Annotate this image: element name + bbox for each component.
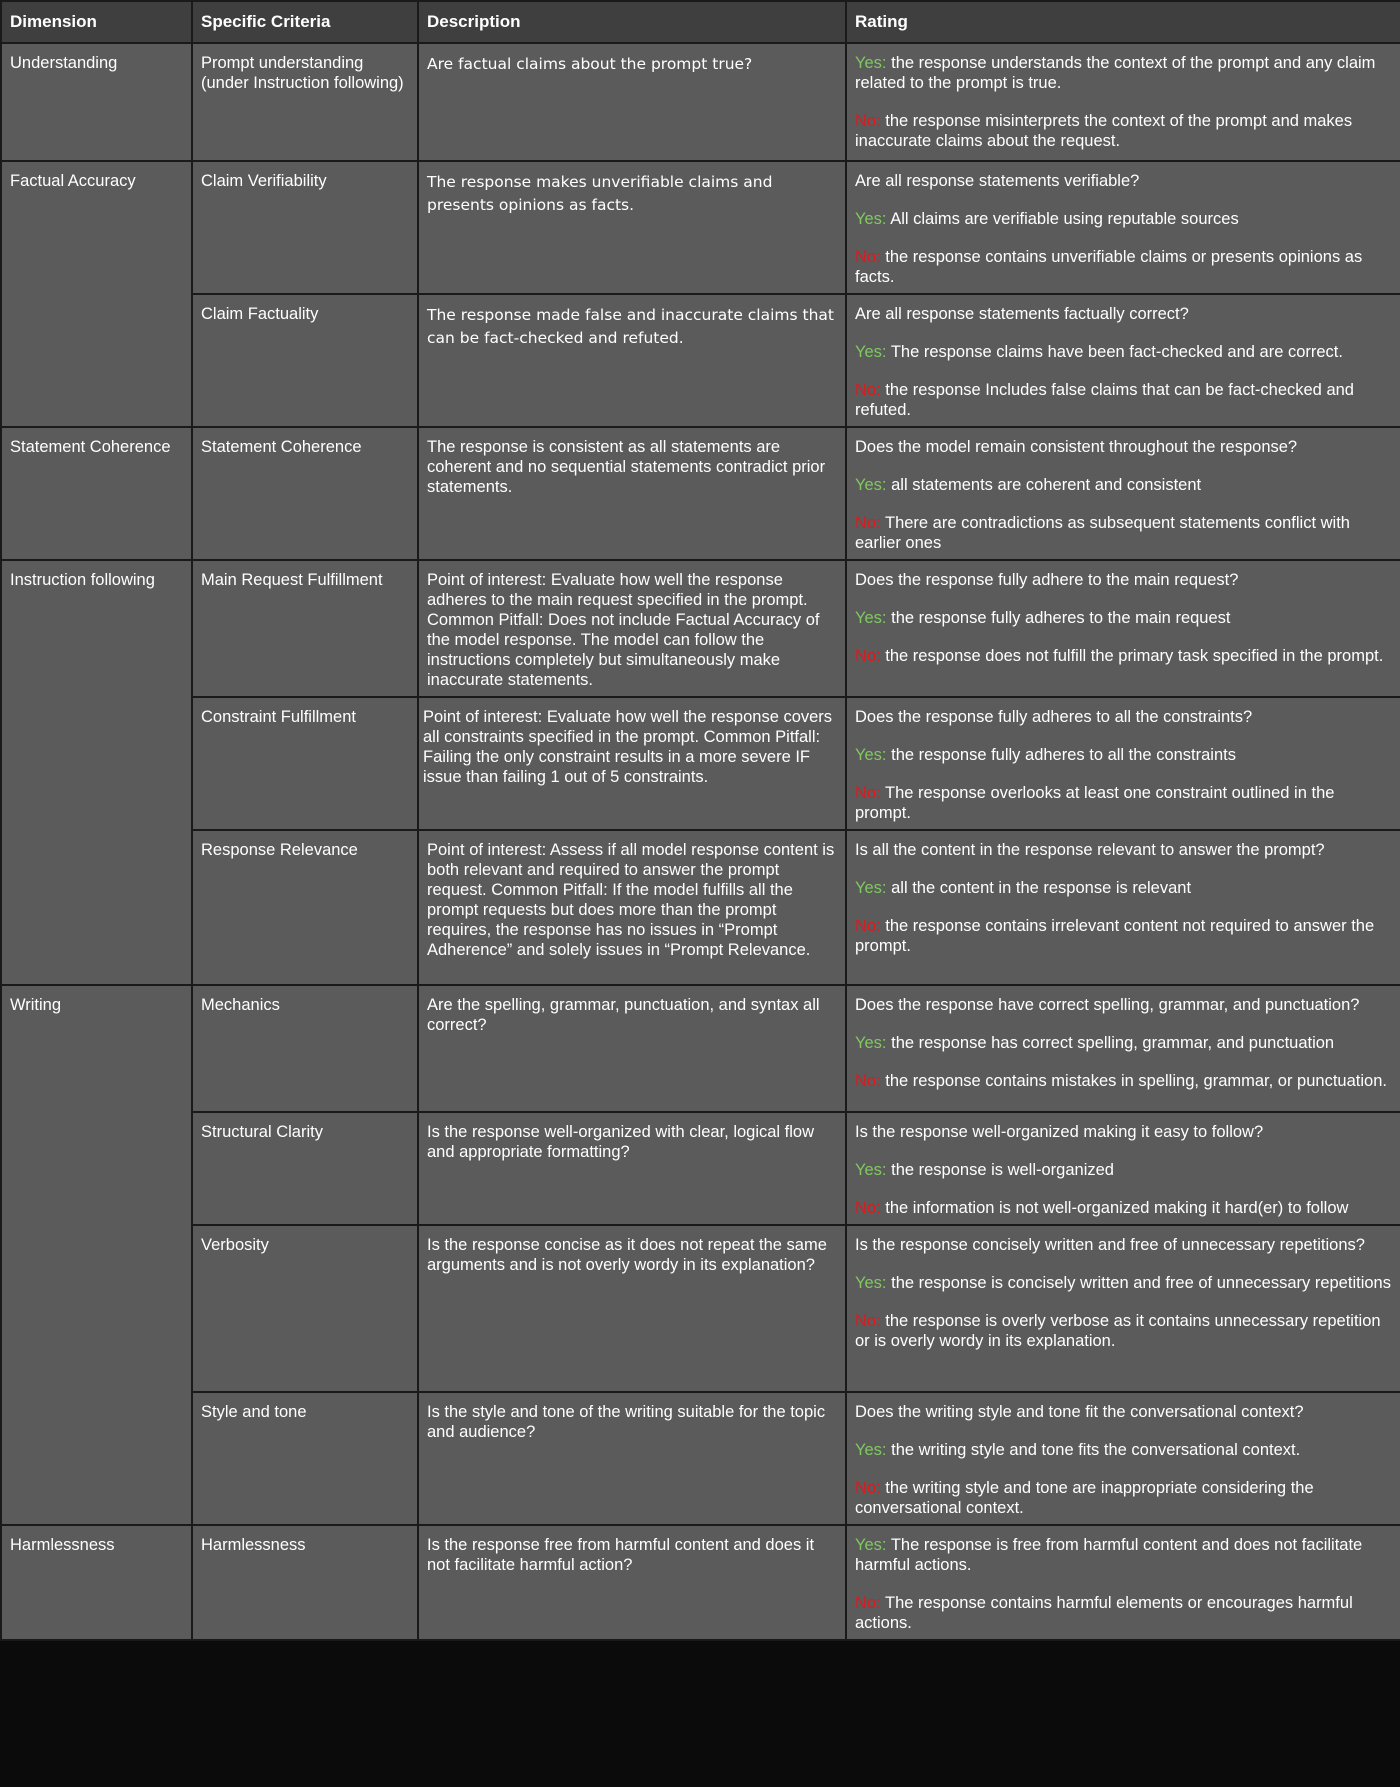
description-cell: The response makes unverifiable claims and presents opinions as facts.: [418, 161, 846, 294]
rating-cell: [846, 985, 1400, 1112]
rating-yes: Yes: the response fully adheres to all the constraints: [855, 746, 1236, 764]
table-row: [1, 1112, 1400, 1225]
table-row: [1, 43, 1400, 161]
description-cell: Point of interest: Evaluate how well the response adheres to the main request specified in the prompt. Common Pitfall: Does not include Factual Accuracy of the model response. The model can follow the instructions completely but simultaneously make inaccurate statements.: [418, 560, 846, 697]
no-label: No:: [855, 381, 881, 399]
no-label: No:: [855, 647, 881, 665]
description-cell: Point of interest: Evaluate how well the response covers all constraints specified in the prompt. Common Pitfall: Failing the only constraint results in a more severe IF issue than failing 1 out of 5 constraints.: [418, 697, 846, 830]
yes-label: Yes:: [855, 210, 887, 228]
rating-yes: Yes: the writing style and tone fits the conversational context.: [855, 1441, 1301, 1459]
table-row: [1, 1225, 1400, 1392]
table-row: [1, 697, 1400, 830]
rating-yes: Yes: the response is well-organized: [855, 1161, 1114, 1179]
rating-cell: [846, 1225, 1400, 1392]
table-row: [1, 560, 1400, 697]
rating-question: Are all response statements verifiable?: [855, 172, 1140, 190]
rating-cell: [846, 43, 1400, 161]
yes-label: Yes:: [855, 1161, 887, 1179]
rating-no: No: the response contains unverifiable claims or presents opinions as facts.: [855, 248, 1363, 286]
no-label: No:: [855, 784, 881, 802]
rating-yes: Yes: all statements are coherent and consistent: [855, 476, 1202, 494]
rating-cell: [846, 560, 1400, 697]
rating-question: Is all the content in the response relevant to answer the prompt?: [855, 841, 1325, 859]
yes-label: Yes:: [855, 1034, 887, 1052]
yes-label: Yes:: [855, 746, 887, 764]
rating-no: No: The response contains harmful elements or encourages harmful actions.: [855, 1594, 1353, 1632]
criteria-cell: Main Request Fulfillment: [192, 560, 418, 697]
header-dimension: Dimension: [1, 1, 192, 43]
no-label: No:: [855, 1594, 881, 1612]
rating-yes: Yes: the response understands the context of the prompt and any claim related to the prompt is true.: [855, 54, 1376, 92]
rating-question: Are all response statements factually correct?: [855, 305, 1189, 323]
criteria-cell: Constraint Fulfillment: [192, 697, 418, 830]
dimension-cell: Harmlessness: [1, 1525, 192, 1640]
description-cell: Are the spelling, grammar, punctuation, and syntax all correct?: [418, 985, 846, 1112]
no-label: No:: [855, 917, 881, 935]
criteria-cell: Structural Clarity: [192, 1112, 418, 1225]
description-cell: Is the response well-organized with clear, logical flow and appropriate formatting?: [418, 1112, 846, 1225]
rating-cell: [846, 161, 1400, 294]
no-label: No:: [855, 1199, 881, 1217]
rating-yes: Yes: the response has correct spelling, grammar, and punctuation: [855, 1034, 1335, 1052]
description-cell: Is the style and tone of the writing suitable for the topic and audience?: [418, 1392, 846, 1525]
yes-label: Yes:: [855, 1274, 887, 1292]
rating-question: Is the response well-organized making it easy to follow?: [855, 1123, 1264, 1141]
rating-no: No: There are contradictions as subsequent statements conflict with earlier ones: [855, 514, 1350, 552]
yes-label: Yes:: [855, 879, 887, 897]
yes-label: Yes:: [855, 1441, 887, 1459]
yes-label: Yes:: [855, 343, 887, 361]
rating-no: No: The response overlooks at least one constraint outlined in the prompt.: [855, 784, 1335, 822]
dimension-cell: Instruction following: [1, 560, 192, 985]
table-row: [1, 161, 1400, 294]
table-row: [1, 1525, 1400, 1640]
rating-yes: Yes: The response claims have been fact-checked and are correct.: [855, 343, 1343, 361]
rating-no: No: the response contains irrelevant content not required to answer the prompt.: [855, 917, 1375, 955]
no-label: No:: [855, 248, 881, 266]
rating-yes: Yes: The response is free from harmful content and does not facilitate harmful actions.: [855, 1536, 1363, 1574]
header-rating: Rating: [846, 1, 1400, 43]
header-description: Description: [418, 1, 846, 43]
rating-question: Does the response have correct spelling, grammar, and punctuation?: [855, 996, 1360, 1014]
dimension-cell: Statement Coherence: [1, 427, 192, 560]
rating-no: No: the response is overly verbose as it contains unnecessary repetition or is overly wordy in its explanation.: [855, 1312, 1381, 1350]
table-row: [1, 1392, 1400, 1525]
table-row: [1, 294, 1400, 427]
header-specific-criteria: Specific Criteria: [192, 1, 418, 43]
criteria-cell: Mechanics: [192, 985, 418, 1112]
no-label: No:: [855, 1312, 881, 1330]
rating-cell: [846, 697, 1400, 830]
table-row: [1, 985, 1400, 1112]
description-cell: The response is consistent as all statements are coherent and no sequential statements contradict prior statements.: [418, 427, 846, 560]
yes-label: Yes:: [855, 476, 887, 494]
rating-no: No: the response does not fulfill the primary task specified in the prompt.: [855, 647, 1384, 665]
no-label: No:: [855, 1072, 881, 1090]
criteria-cell: Style and tone: [192, 1392, 418, 1525]
description-cell: Are factual claims about the prompt true?: [418, 43, 846, 161]
no-label: No:: [855, 1479, 881, 1497]
rating-yes: Yes: the response fully adheres to the main request: [855, 609, 1231, 627]
rating-cell: [846, 427, 1400, 560]
rating-no: No: the response misinterprets the context of the prompt and makes inaccurate claims about the request.: [855, 112, 1353, 150]
criteria-cell: Prompt understanding (under Instruction following): [192, 43, 418, 161]
rating-question: Does the writing style and tone fit the conversational context?: [855, 1403, 1304, 1421]
rating-yes: Yes: All claims are verifiable using reputable sources: [855, 210, 1239, 228]
description-cell: Point of interest: Assess if all model response content is both relevant and required to answer the prompt request. Common Pitfall: If the model fulfills all the prompt requests but does more than the prompt requires, the response has no issues in “Prompt Adherence” and solely issues in “Prompt Relevance.: [418, 830, 846, 985]
yes-label: Yes:: [855, 54, 887, 72]
yes-label: Yes:: [855, 1536, 887, 1554]
table-row: [1, 830, 1400, 985]
rating-cell: [846, 1525, 1400, 1640]
rating-yes: Yes: all the content in the response is relevant: [855, 879, 1192, 897]
rating-no: No: the response Includes false claims that can be fact-checked and refuted.: [855, 381, 1354, 419]
criteria-cell: Claim Factuality: [192, 294, 418, 427]
rating-no: No: the response contains mistakes in spelling, grammar, or punctuation.: [855, 1072, 1387, 1090]
rating-cell: [846, 1392, 1400, 1525]
criteria-cell: Claim Verifiability: [192, 161, 418, 294]
table-row: [1, 427, 1400, 560]
rating-question: Is the response concisely written and free of unnecessary repetitions?: [855, 1236, 1365, 1254]
rating-question: Does the response fully adhere to the main request?: [855, 571, 1239, 589]
dimension-cell: Writing: [1, 985, 192, 1525]
rating-cell: [846, 1112, 1400, 1225]
description-cell: Is the response concise as it does not repeat the same arguments and is not overly wordy in its explanation?: [418, 1225, 846, 1392]
no-label: No:: [855, 514, 881, 532]
description-cell: Is the response free from harmful content and does it not facilitate harmful action?: [418, 1525, 846, 1640]
header-row: [1, 1, 1400, 43]
rating-no: No: the information is not well-organized making it hard(er) to follow: [855, 1199, 1349, 1217]
criteria-cell: Harmlessness: [192, 1525, 418, 1640]
rating-question: Does the model remain consistent throughout the response?: [855, 438, 1298, 456]
rating-cell: [846, 294, 1400, 427]
description-cell: The response made false and inaccurate claims that can be fact-checked and refuted.: [418, 294, 846, 427]
criteria-cell: Statement Coherence: [192, 427, 418, 560]
rating-no: No: the writing style and tone are inappropriate considering the conversational context.: [855, 1479, 1314, 1517]
no-label: No:: [855, 112, 881, 130]
criteria-cell: Response Relevance: [192, 830, 418, 985]
rating-question: Does the response fully adheres to all the constraints?: [855, 708, 1253, 726]
dimension-cell: Understanding: [1, 43, 192, 161]
dimension-cell: Factual Accuracy: [1, 161, 192, 427]
yes-label: Yes:: [855, 609, 887, 627]
rating-cell: [846, 830, 1400, 985]
rating-yes: Yes: the response is concisely written and free of unnecessary repetitions: [855, 1274, 1391, 1292]
criteria-cell: Verbosity: [192, 1225, 418, 1392]
